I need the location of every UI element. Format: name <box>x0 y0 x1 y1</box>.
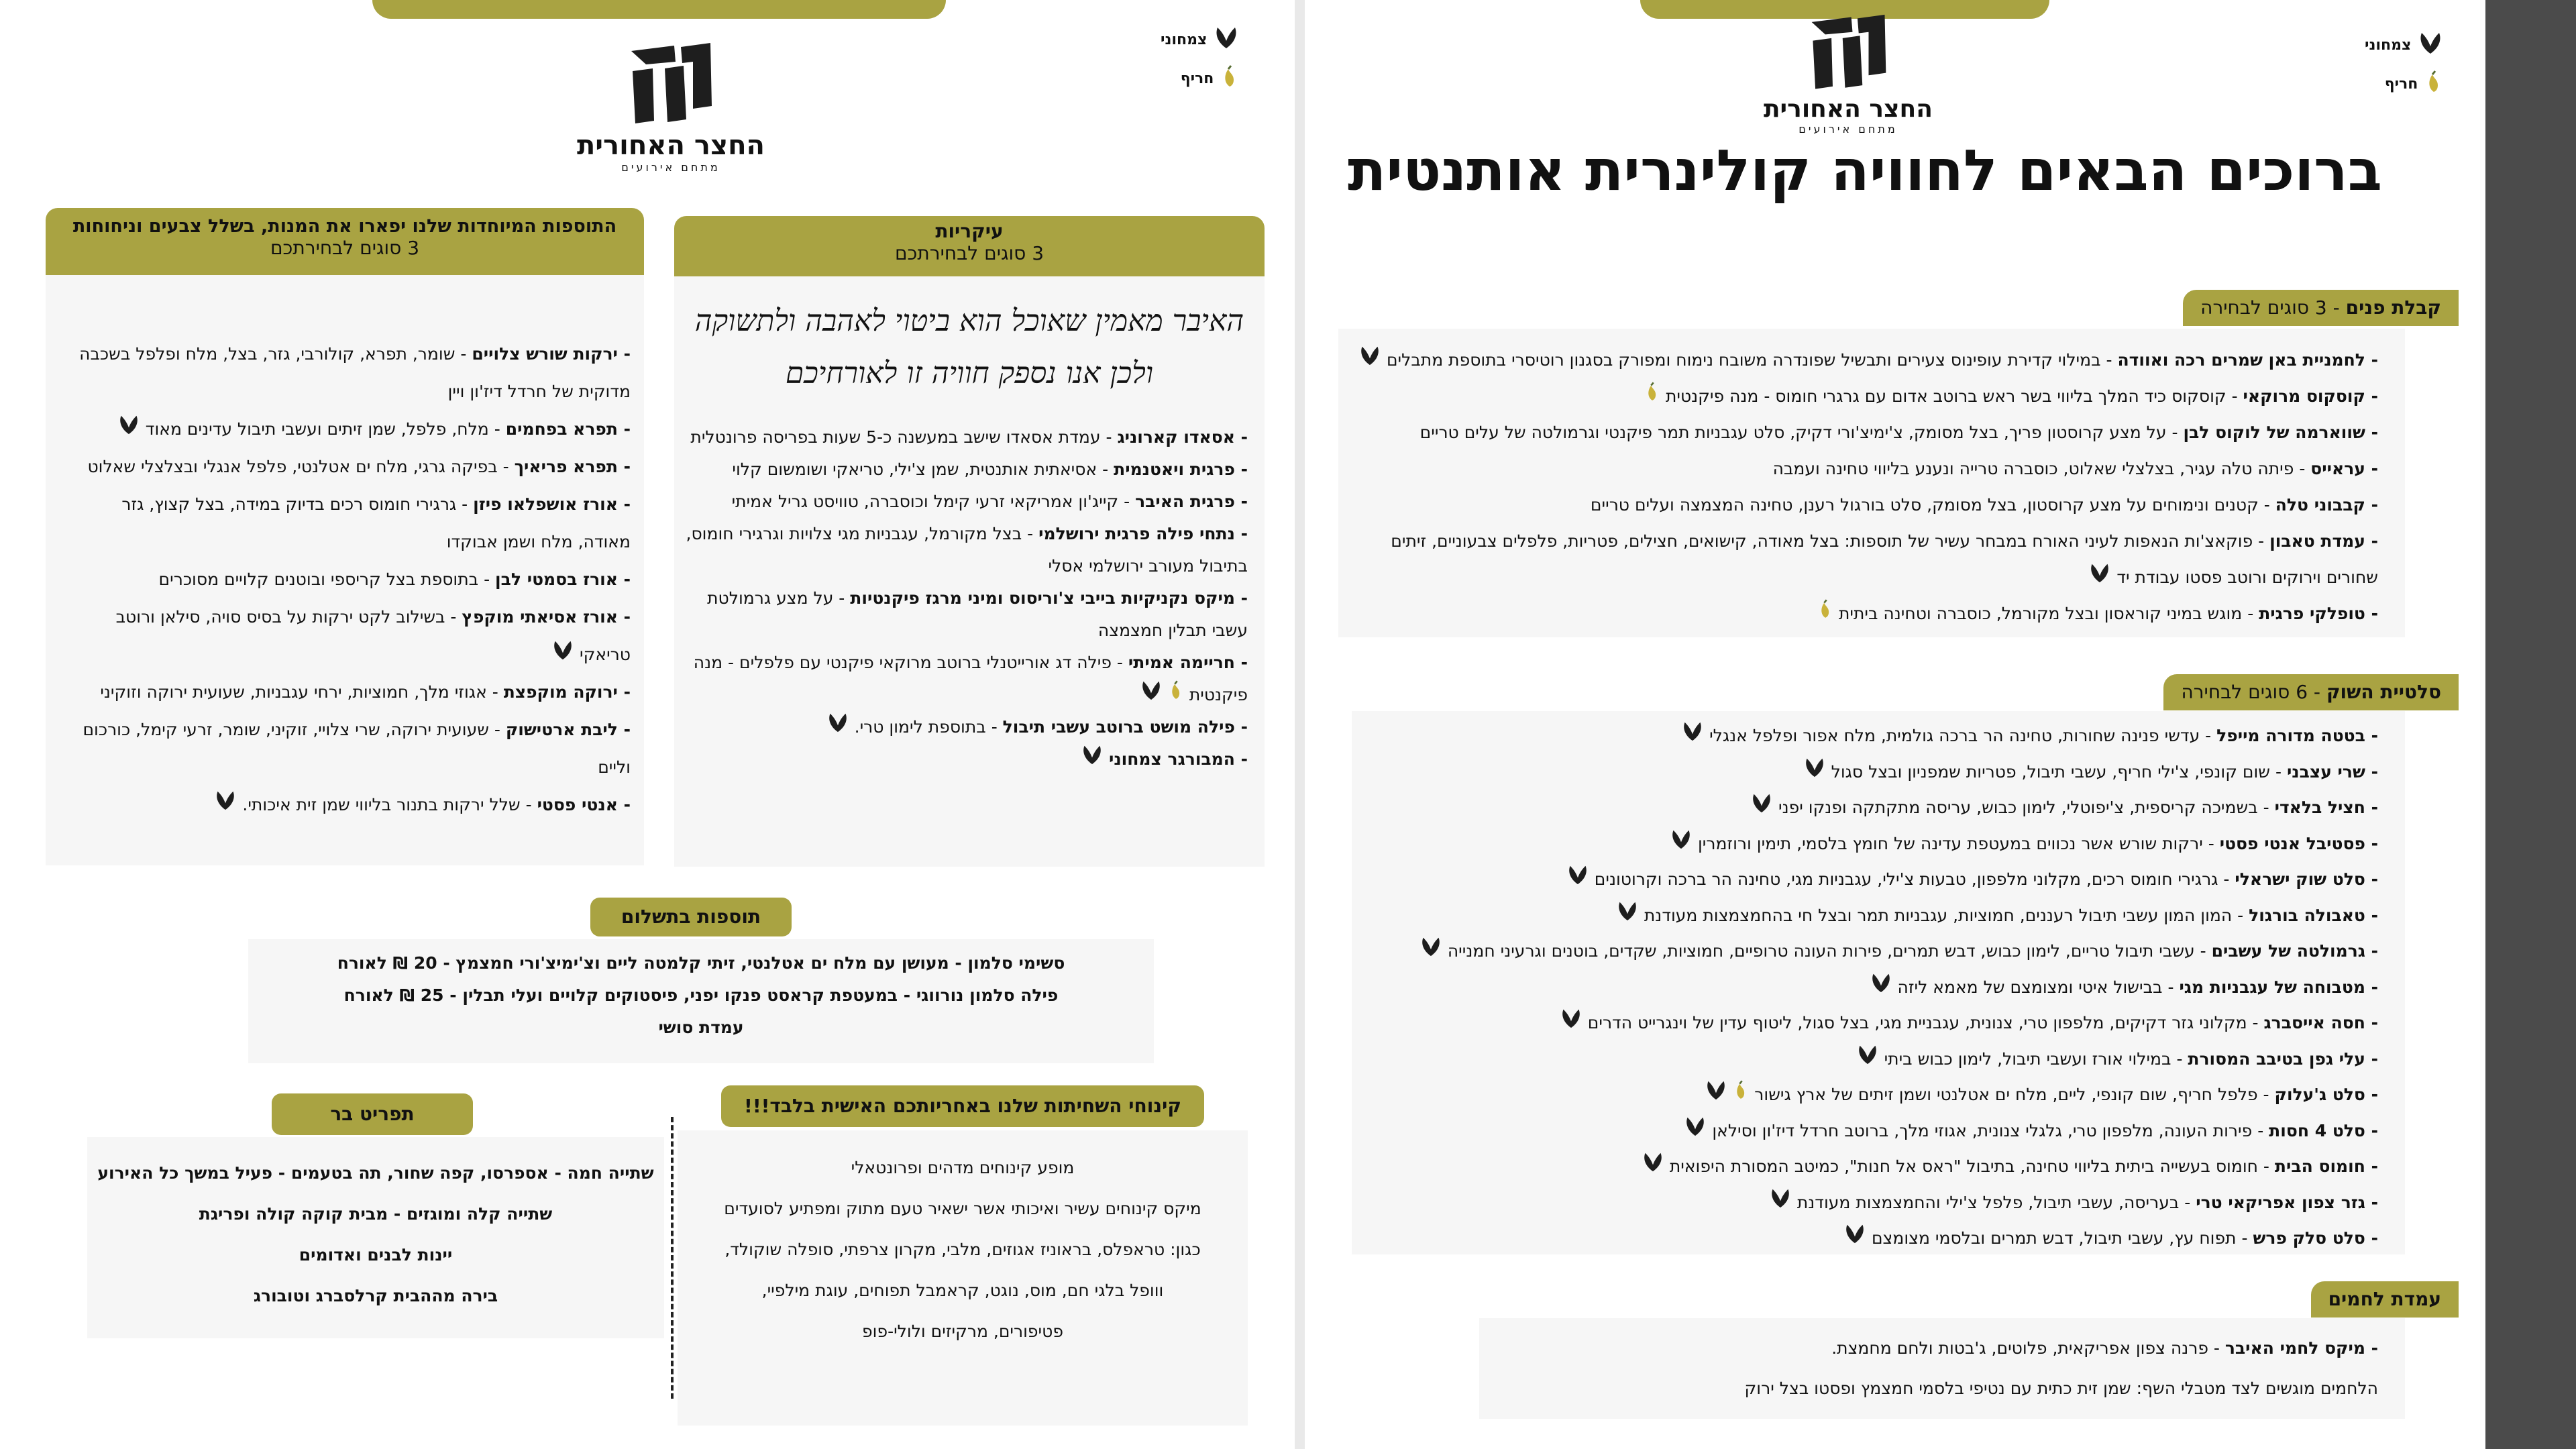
menu-item <box>1345 596 2378 632</box>
menu-item <box>684 518 1248 582</box>
menu-item-description: - שומר, תפרא, קולורבי, גזר, בצל, מלח ופלפל בשכבה מדוקית של חרדל דיז'ון ויין <box>79 344 631 401</box>
vegan-leaf-icon <box>1419 941 1448 961</box>
mains-list <box>684 421 1248 775</box>
vegan-leaf-icon <box>1642 1157 1670 1176</box>
reception-list <box>1345 342 2378 632</box>
menu-item <box>1345 342 2378 378</box>
menu-item-name: - חציל בלאדי <box>2274 798 2378 817</box>
chili-icon <box>1733 1085 1754 1104</box>
menu-item-name: - סלט שוק ישראלי <box>2235 869 2378 889</box>
text-line: פטיפורים, מרקיזים ולולי-פופ <box>862 1322 1063 1341</box>
menu-item <box>67 598 631 674</box>
menu-item <box>67 411 631 448</box>
menu-item-description: - שלל ירקות בתנור בליווי שמן זית איכותי. <box>242 795 532 814</box>
menu-item <box>67 674 631 711</box>
menu-item <box>684 647 1248 711</box>
menu-item-description: - פרנה צפון אפריקאית, פלוטים, ג'בטות ולחם מחמצת. <box>1831 1338 2220 1358</box>
chili-icon <box>1644 386 1666 406</box>
vegan-leaf-icon <box>2418 32 2443 58</box>
vegan-leaf-icon <box>1214 26 1239 53</box>
breads-header: עמדת לחמים <box>2311 1281 2459 1318</box>
menu-item-description: - פיתה טלה עגיר, בצלצלי שאלוט, כוסברה טרייה ונענע בליווי טחינה ועמבה <box>1772 459 2306 478</box>
menu-item-name: - תפרא בפחמים <box>505 419 631 439</box>
vegan-leaf-icon <box>1843 1228 1872 1248</box>
menu-item-description: הלחמים מוגשים לצד מטבלי השף: שמן זית כתית עם נטיפי בלסמי חמצמץ ופסטו בצל ירוק <box>1744 1379 2378 1398</box>
menu-item-description: - קייג'ון אמריקאי זרעי קימל וכוסברה, טוויסט גריל אמיתי <box>731 492 1130 511</box>
vegan-leaf-icon <box>214 795 242 814</box>
menu-item-description: - ירקות שורש אשר נכווים במעטפת עדינה של חומץ בלסמי, תימין ורוזמרין <box>1697 833 2214 853</box>
menu-item-description: - מקלוני גזר דקיקים, מלפפון טרי, צנונית, עגבניית מגי, בצל סגול, ליטוף עדין של וינגרייט הדרים <box>1587 1013 2259 1032</box>
menu-item <box>1358 1185 2378 1221</box>
menu-item <box>67 786 631 824</box>
menu-item <box>1345 487 2378 523</box>
menu-item <box>1358 826 2378 862</box>
menu-item <box>1358 1220 2378 1256</box>
menu-item-name: - ירקות שורש צלויים <box>472 344 631 364</box>
sides-subtitle: 3 סוגים לבחירתכם <box>270 237 420 259</box>
menu-item <box>1358 1113 2378 1149</box>
menu-item <box>67 335 631 411</box>
page-gutter <box>1295 0 1305 1449</box>
market-header <box>2163 674 2459 710</box>
menu-item <box>684 711 1248 743</box>
menu-item-description: - בשמיכה קריספית, צ'יפוטלי, לימון כבוש, עריסה מתקתקה ופנקו יפני <box>1778 798 2269 817</box>
menu-page-right <box>1305 0 2485 1449</box>
menu-item-name: - פרגית ויאטנמית <box>1114 460 1248 479</box>
menu-item-description: - בפיקה גרגי, מלח ים אטלנטי, פלפל אנגלי ובצלצלי שאלוט <box>87 457 509 476</box>
menu-item-description: - במילוי אורז ועשבי תיבול, לימון כבוש ביתי <box>1884 1049 2183 1069</box>
menu-item <box>684 582 1248 647</box>
vegan-leaf-icon <box>1566 869 1595 889</box>
market-subtitle: - 6 סוגים לבחירה <box>2181 681 2321 703</box>
menu-item-name: - עמדת טאבון <box>2269 531 2378 551</box>
menu-item-description: - עמדת אסאדו שישב במעשנה כ-5 שעות בפריסה פרונטלית <box>690 427 1112 447</box>
logo-mark-icon <box>626 42 716 129</box>
menu-item-name: - תפרא פריאיך <box>514 457 631 476</box>
menu-item <box>67 711 631 786</box>
menu-item <box>684 486 1248 518</box>
menu-item <box>1358 790 2378 826</box>
page-headline: ברוכים הבאים לחוויה קולינרית אותנטית <box>1348 138 2382 203</box>
text-line: בירה מההבית קרלסברג וטובורג <box>253 1286 498 1305</box>
menu-item-name: - שרי עצבני <box>2286 761 2378 782</box>
menu-item <box>1479 1368 2378 1409</box>
menu-item <box>1358 1077 2378 1113</box>
brand-logo <box>557 42 785 174</box>
legend-spicy <box>1161 59 1239 98</box>
vegan-leaf-icon <box>826 717 855 737</box>
legend-vegan <box>2365 25 2443 64</box>
market-title: סלטיית השוק <box>2326 681 2441 703</box>
legend-spicy-label: חריף <box>1180 70 1214 87</box>
menu-item-name: - פסטיבל אנטי פסטי <box>2219 833 2378 853</box>
menu-item <box>684 453 1248 486</box>
vegan-leaf-icon <box>1140 685 1168 704</box>
menu-item-name: - סלט 4 חסות <box>2269 1120 2378 1140</box>
menu-item-description: - גרגירי חומוס רכים בדיוק במידה, בצל קצוץ, גזר מאודה, מלח ושמן אבוקדו <box>121 494 631 551</box>
menu-item-name: - ירוקה מוקפצת <box>503 682 631 702</box>
menu-item <box>1358 969 2378 1006</box>
menu-item-name: - פילה מושט ברוטב עשבי תיבול <box>1002 717 1248 737</box>
menu-item-name: - מיקס נקניקיות בייבי צ'וריסוס ומיני מרגז פיקנטיות <box>850 588 1248 608</box>
menu-item <box>1358 1041 2378 1077</box>
menu-item <box>1479 1328 2378 1368</box>
menu-item-description: - פלפל חריף, שום קונפי, ליים, מלח ים אטלנטי ושמן זיתים של ארץ גישור <box>1754 1085 2269 1104</box>
menu-item-description: - על מצע גרמולטת עשבי תבלין חמצמצה <box>707 588 1248 640</box>
text-line: מופע קינוחים מדהים ופרונטאלי <box>851 1158 1075 1177</box>
menu-item-description: - על מצע קרוסטון פריך, בצל מסומק, צ'ימיצ'ורי דקיק, סלט עגבניות תמר פיקנטי וגרמולטה של עלים טריים <box>1419 423 2178 442</box>
chef-note-line-1: האיבר מאמין שאוכל הוא ביטוי לאהבה ולתשוקה <box>694 304 1244 338</box>
text-line: עמדת סושי <box>658 1018 744 1037</box>
menu-item-name: - עלי גפן בטיבב המסורת <box>2188 1049 2378 1069</box>
menu-item-name: - בטטה מדורה מייפל <box>2216 726 2378 745</box>
menu-item-description: - עדשי פנינה שחורות, טחינה הר ברכה גולמית, מלח אפור ופלפל אנגלי <box>1709 726 2212 745</box>
menu-item <box>1358 933 2378 969</box>
menu-item-description: - המון המון עשבי תיבול רעננים, חמוציות, עגבניות תמר ובצל חי בהחמצמצות מעודנת <box>1644 905 2244 925</box>
menu-item <box>67 448 631 486</box>
menu-item-description: - פוקאצ'ות הנאפות לעיני האורח במבחר עשיר של תוספות: בצל מאודה, קישואים, חצילים, פטריות, פלפלים צבעוניים, זיתים שחורים וירוקים ורוטב פסטו עבודת יד <box>1391 531 2378 587</box>
menu-item-name: - חריימה אמיתי <box>1128 653 1248 672</box>
vegan-leaf-icon <box>1560 1013 1588 1032</box>
menu-item-name: - טופלקי פרגית <box>2259 604 2378 623</box>
menu-item-name: - לחמניית באן שמרים רכה ואוודה <box>2117 350 2378 370</box>
vegan-leaf-icon <box>1856 1049 1884 1069</box>
menu-item-description: - פירות העונה, מלפפון טרי, גלגלי צנונית, אגוזי מלך, ברוטב חרדל דיז'ון וסילאן <box>1712 1120 2264 1140</box>
vegan-leaf-icon <box>117 419 146 439</box>
menu-item <box>67 561 631 598</box>
brand-logo <box>1734 13 1962 136</box>
menu-item-description: - חומוס בעשייה ביתית בליווי טחינה, בתיבול "ראס אל חנות", כמיטב המסורת היפואית <box>1669 1157 2269 1176</box>
reception-header <box>2183 290 2459 326</box>
reception-title: קבלת פנים <box>2345 297 2441 319</box>
menu-item-name: - אסאדו קארוניג <box>1117 427 1248 447</box>
top-accent-bar <box>372 0 946 19</box>
menu-item-description: - גרגירי חומוס רכים, מקלוני מלפפון, טבעות צ'ילי, עגבניות מגי, טחינה הר ברכה וקרוטונים <box>1594 869 2230 889</box>
menu-item-description: - פילה דג אורייטנלי ברוטב מרוקאי פיקנטי עם פלפלים - מנה פיקנטית <box>693 653 1248 704</box>
menu-item <box>1345 378 2378 415</box>
legend-vegan <box>1161 20 1239 59</box>
vegan-leaf-icon <box>1769 1193 1797 1212</box>
menu-item <box>1345 415 2378 451</box>
menu-item <box>1358 754 2378 790</box>
brand-tagline: מתחם אירועים <box>1799 123 1898 136</box>
menu-item-description: - שעועית ירוקה, שרי צלויי, זוקיני, שומר, זרעי קימל, כורכום וליים <box>83 720 631 777</box>
chef-note-line-2: ולכן אנו נספק חוויה זו לאורחיכם <box>785 356 1154 390</box>
breads-list <box>1479 1328 2378 1409</box>
menu-item-name: - שווארמה של לוקוס לבן <box>2183 423 2378 442</box>
logo-mark-icon <box>1807 13 1890 94</box>
menu-item-name: - סלט ג'עלוק <box>2274 1085 2378 1104</box>
brand-name: החצר האחורית <box>576 130 765 161</box>
text-line: ווופל בלגי חם, מוס, נוגט, קראמבל תפוחים, עוגת מילפיי, <box>761 1281 1164 1300</box>
bar-menu-list <box>87 1152 664 1316</box>
menu-item <box>1358 861 2378 898</box>
legend-vegan-label: צמחוני <box>1161 31 1208 48</box>
menu-item-description: - בצל מקורמל, עגבניות מגי צלויות וגרגירי חומוס, בתיבול מעורב ירושלמי אסלי <box>686 524 1248 576</box>
vegan-leaf-icon <box>2088 568 2116 587</box>
reception-subtitle: - 3 סוגים לבחירה <box>2200 297 2340 319</box>
menu-item-description: - אגוזי מלך, חמוציות, ירחי עגבניות, שעועית ירוקה וזוקיני <box>100 682 498 702</box>
menu-item-name: - חומוס הבית <box>2274 1157 2378 1176</box>
menu-item-description: - מוגש במיני קוראסון ובצל מקורמל, כוסברה וטחינה ביתית <box>1838 604 2254 623</box>
menu-item-description: - תפוח עץ, עשבי תיבול, דבש תמרים ובלסמי מצומצם <box>1871 1228 2248 1248</box>
chili-icon <box>1817 604 1839 623</box>
market-list <box>1358 718 2378 1256</box>
text-line: יינות לבנים ואדומים <box>299 1245 453 1265</box>
menu-item-name: - ליבת ארטישוק <box>505 720 631 739</box>
vegan-leaf-icon <box>1705 1085 1733 1104</box>
legend-spicy <box>2365 64 2443 103</box>
menu-item <box>67 486 631 561</box>
text-line: כגון: טראפלס, בראוניז אגוזים, מלבי, מקרון צרפתי, סופלה שוקולד, <box>724 1240 1201 1259</box>
menu-item <box>1358 1005 2378 1041</box>
menu-item-name: - אורז אסיאתי מוקפץ <box>462 607 631 627</box>
menu-item-description: - בעריסה, עשבי תיבול, פלפל צ'ילי והחמצמצות מעודנת <box>1796 1192 2191 1212</box>
menu-item-description: - בבישול איטי ומצומצם של מאמא ליזה <box>1897 977 2174 997</box>
menu-item <box>1358 898 2378 934</box>
menu-item-description: - בתוספת לימון טרי. <box>854 717 998 737</box>
menu-item-name: - אנטי פסטי <box>537 795 631 814</box>
menu-item-name: - המבורגר צמחוני <box>1108 749 1248 769</box>
mains-title: עיקריות <box>935 220 1004 242</box>
sides-list <box>67 335 631 824</box>
legend <box>1161 20 1239 98</box>
text-line: סשימי סלמון - מעושן עם מלח ים אטלנטי, זיתי קלמטה ליים וצ'ימיצ'ורי חמצמץ - 20 ₪ לאורח <box>337 953 1065 973</box>
text-line: שתייה חמה - אספרסו, קפה שחור, תה בטעמים - פעיל במשך כל האירוע <box>97 1163 654 1183</box>
menu-item <box>1358 1148 2378 1185</box>
menu-item-name: - חסה אייסברג <box>2263 1013 2378 1032</box>
vegan-leaf-icon <box>1803 762 1831 782</box>
menu-item-name: - טאבולה בורגול <box>2249 905 2378 925</box>
vegan-leaf-icon <box>1358 350 1387 370</box>
menu-item-description: - בתוספת בצל קריספי ובוטנים קלויים מסוכרים <box>158 570 490 589</box>
menu-item-description: - מלח, פלפל, שמן זיתים ועשבי תיבול עדינים מאוד <box>145 419 500 439</box>
menu-item-description: - שום קונפי, צ'ילי חריף, עשבי תיבול, פטריות שמפניון ובצל סגול <box>1831 761 2282 782</box>
menu-item <box>684 743 1248 775</box>
legend-vegan-label: צמחוני <box>2365 36 2412 54</box>
paid-extras-list <box>248 947 1154 1044</box>
legend-spicy-label: חריף <box>2384 75 2418 93</box>
menu-item-name: - פרגית האיבר <box>1135 492 1248 511</box>
mains-header <box>674 216 1265 276</box>
menu-item-description: - אסיאתית אותנטית, שמן צ'ילי, טריאקי ושומשום קלוי <box>732 460 1109 479</box>
menu-item-name: - מיקס לחמי האיבר <box>2224 1338 2378 1358</box>
menu-item <box>1358 718 2378 754</box>
bar-menu-header: תפריט בר <box>272 1093 473 1135</box>
menu-item <box>1345 451 2378 487</box>
sides-header <box>46 208 644 275</box>
brand-tagline: מתחם אירועים <box>621 161 720 174</box>
binding-edge <box>2485 0 2576 1449</box>
menu-item-name: - מטבוחה של עגבניות מגי <box>2179 977 2378 997</box>
section-divider <box>671 1117 674 1399</box>
menu-item-description: - בשילוב לקט ירקות על בסיס סויה, סילאן ורוטב טריאקי <box>115 607 631 664</box>
menu-item-name: - סלט סלק פרש <box>2253 1228 2378 1248</box>
text-line: שתייה קלה ומוגזים - מבית קוקה קולה ופריגת <box>199 1204 553 1224</box>
vegan-leaf-icon <box>1670 834 1698 853</box>
menu-item-name: - אורז בסמטי לבן <box>495 570 631 589</box>
paid-extras-header: תוספות בתשלום <box>590 898 792 936</box>
vegan-leaf-icon <box>1684 1121 1712 1140</box>
menu-item <box>1345 523 2378 596</box>
chili-icon <box>2424 70 2443 97</box>
menu-item-description: - קוסקוס כיד המלך בליווי בשר ראש ברוטב אדום עם גרגרי חומוס - מנה פיקנטית <box>1665 386 2238 406</box>
sides-title: התוספות המיוחדות שלנו יפארו את המנות, בשלל צבעים וניחוחות <box>72 216 617 237</box>
menu-item-description: - עשבי תיבול טריים, לימון כבוש, דבש תמרים, פירות העונה טרופיים, חמוציות, שקדים, בוטנים וגרעיני חמנייה <box>1447 941 2206 961</box>
menu-item-name: - קוסקוס מרוקאי <box>2243 386 2378 406</box>
brand-name: החצר האחורית <box>1763 95 1933 123</box>
chili-icon <box>1220 65 1239 92</box>
text-line: מיקס קינוחים עשיר ואיכותי אשר ישאיר טעם מתוק ומפתיע לסועדים <box>724 1199 1201 1218</box>
vegan-leaf-icon <box>1870 977 1898 997</box>
vegan-leaf-icon <box>1081 749 1104 769</box>
menu-item-name: - גרמולטה של עשבים <box>2211 941 2378 961</box>
menu-item <box>684 421 1248 453</box>
vegan-leaf-icon <box>1750 798 1778 817</box>
desserts-header: קינוחי השחיתות שלנו באחריותכם האישית בלבד!!! <box>721 1085 1204 1127</box>
chili-icon <box>1168 685 1189 704</box>
legend <box>2365 25 2443 103</box>
desserts-list <box>678 1147 1248 1352</box>
chef-note <box>674 295 1265 400</box>
vegan-leaf-icon <box>551 645 580 664</box>
menu-item-name: - אורז אושפלאו פיזן <box>473 494 631 514</box>
vegan-leaf-icon <box>1681 726 1709 745</box>
menu-item-description: - במילוי קדירת עופינוס צעירים ותבשיל שפונדרה משובח נימוח ומפורק בסגנון רוטיסרי בתוספת מתבלים <box>1386 350 2112 370</box>
vegan-leaf-icon <box>1616 906 1644 925</box>
menu-item-name: - נתחי פילה פרגית ירושלמי <box>1038 524 1248 543</box>
menu-item-description: - קטנים ונימוחים על מצע קרוסטון, בצל מסומק, סלט בורגול רענן, טחינה המצמצה ועלים טריים <box>1590 495 2270 515</box>
mains-subtitle: 3 סוגים לבחירתכם <box>894 242 1044 264</box>
menu-item-name: - עראייס <box>2310 459 2378 478</box>
menu-item-name: - קבבוני טלה <box>2275 495 2378 515</box>
text-line: פילה סלמון נורווגי - במעטפת קראסט פנקו יפני, פיסטוקים קלויים ועלי תבלין - 25 ₪ לאורח <box>343 985 1059 1005</box>
menu-item-name: - גזר צפון אפריקאי טרי <box>2196 1192 2378 1212</box>
